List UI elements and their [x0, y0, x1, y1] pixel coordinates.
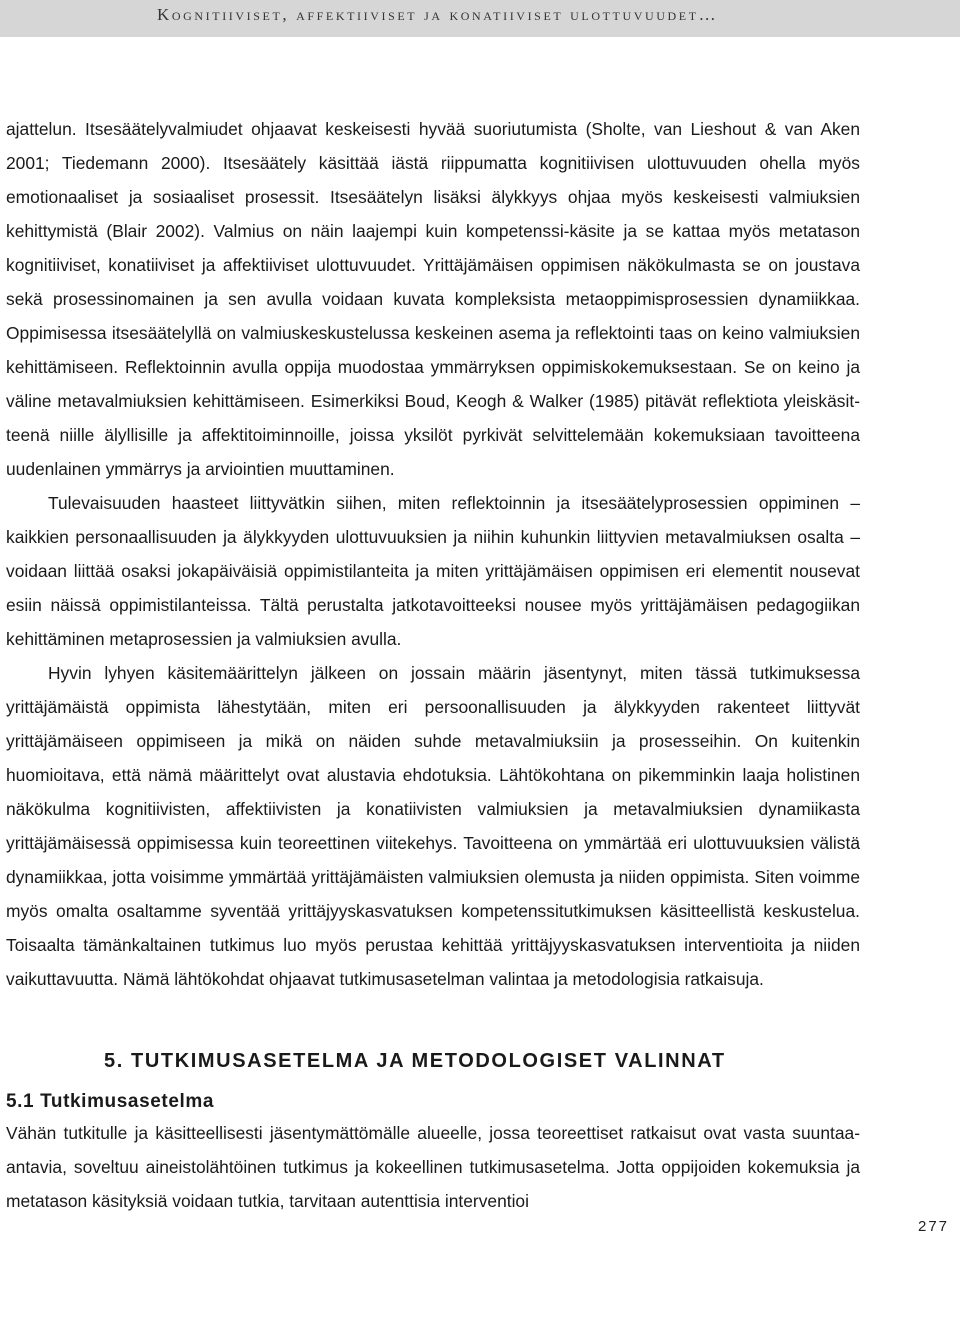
running-header — [0, 0, 960, 37]
chapter-heading: 5. TUTKIMUSASETELMA JA METODOLOGISET VALINNAT — [104, 1050, 726, 1072]
section-heading: 5.1 Tutkimusasetelma — [6, 1091, 215, 1112]
running-header-title: Kognitiiviset, affektiiviset ja konatiiviset ulottuvuudet… — [157, 5, 719, 24]
page-content — [6, 112, 860, 1218]
paragraph: ajattelun. Itsesäätelyvalmiudet ohjaavat keskeisesti hyvää suoriutumista (Sholte, van Lieshout & van Aken 2001; Tiedemann 2000). Itsesäätely käsittää iästä riippumatta kognitiivisen ulottuvuuden ohella myös emotionaaliset ja sosiaaliset prosessit. Itsesäätelyn lisäksi älykkyys ohjaa myös keskeisesti valmiuksien kehittymistä (Blair 2002). Valmius on näin laajempi kuin kompetenssi-käsite ja se kattaa myös metatason kognitiiviset, konatiiviset ja affektiiviset ulottuvuudet. Yrittäjämäisen oppimisen näkökulmasta se on joustava sekä prosessinomainen ja sen avulla voidaan kuvata kompleksista metaoppimisprosessien dynamiikkaa. Oppimisessa itsesäätelyllä on valmiuskeskustelussa keskeinen asema ja reflektointi taas on keino valmiuksien kehittämiseen. Reflektoinnin avulla oppija muodostaa ymmärryksen oppimiskokemuksestaan. Se on keino ja väline metavalmiuksien kehittämiseen. Esimerkiksi Boud, Keogh & Walker (1985) pitävät reflektiota yleiskäsitteenä niille älyllisille ja affektitoiminnoille, joissa yksilöt pyrkivät selvittelemään kokemuksiaan tavoitteena uudenlainen ymmärrys ja arviointien muuttaminen. — [6, 119, 860, 479]
section-text — [6, 1116, 860, 1218]
paragraph: Tulevaisuuden haasteet liittyvätkin siihen, miten reflektoinnin ja itsesäätelyprosessien oppiminen – kaikkien personaallisuuden ja älykkyyden ulottuvuuksien ja niihin kuhunkin liittyvien metavalmiuksen osalta – voidaan liittää osaksi jokapäiväisiä oppimistilanteita ja miten yrittäjämäisen oppimisen eri elementit nousevat esiin näissä oppimistilanteissa. Tältä perustalta jatkotavoitteeksi nousee myös yrittäjämäisen pedagogiikan kehittäminen metaprosessien ja valmiuksien avulla. — [6, 493, 860, 649]
body-text — [6, 112, 860, 996]
page-number: 277 — [918, 1218, 950, 1235]
paragraph: Hyvin lyhyen käsitemäärittelyn jälkeen on jossain määrin jäsentynyt, miten tässä tutkimuksessa yrittäjämäistä oppimista lähestytään, miten eri persoonallisuuden ja älykkyyden rakenteet liittyvät yrittäjämäiseen oppimiseen ja mikä on näiden suhde metavalmiuksiin ja prosesseihin. On kuitenkin huomioitava, että nämä määrittelyt ovat alustavia ehdotuksia. Lähtökohtana on pikemminkin laaja holistinen näkökulma kognitiivisten, affektiivisten ja konatiivisten valmiuksien ja metavalmiuksien dynamiikasta yrittäjämäisessä oppimisessa kuin teoreettinen viitekehys. Tavoitteena on ymmärtää eri ulottuvuuksien välistä dynamiikkaa, jotta voisimme ymmärtää yrittäjämäisten valmiuksien olemusta ja niiden oppimista. Siten voimme myös omalta osaltamme syventää yrittäjyyskasvatuksen kompetenssitutkimuksen käsitteellistä keskustelua. Toisaalta tämänkaltainen tutkimus luo myös perustaa kehittää yrittäjyyskasvatuksen interventioita ja niiden vaikuttavuutta. Nämä lähtökohdat ohjaavat tutkimusasetelman valintaa ja metodologisia ratkaisuja. — [6, 663, 860, 989]
paragraph: Vähän tutkitulle ja käsitteellisesti jäsentymättömälle alueelle, jossa teoreettiset ratkaisut ovat vasta suuntaa-antavia, soveltuu aineistolähtöinen tutkimus ja kokeellinen tutkimusasetelma. Jotta oppijoiden kokemuksia ja metatason käsityksiä voidaan tutkia, tarvitaan autenttisia interventioi — [6, 1123, 860, 1211]
